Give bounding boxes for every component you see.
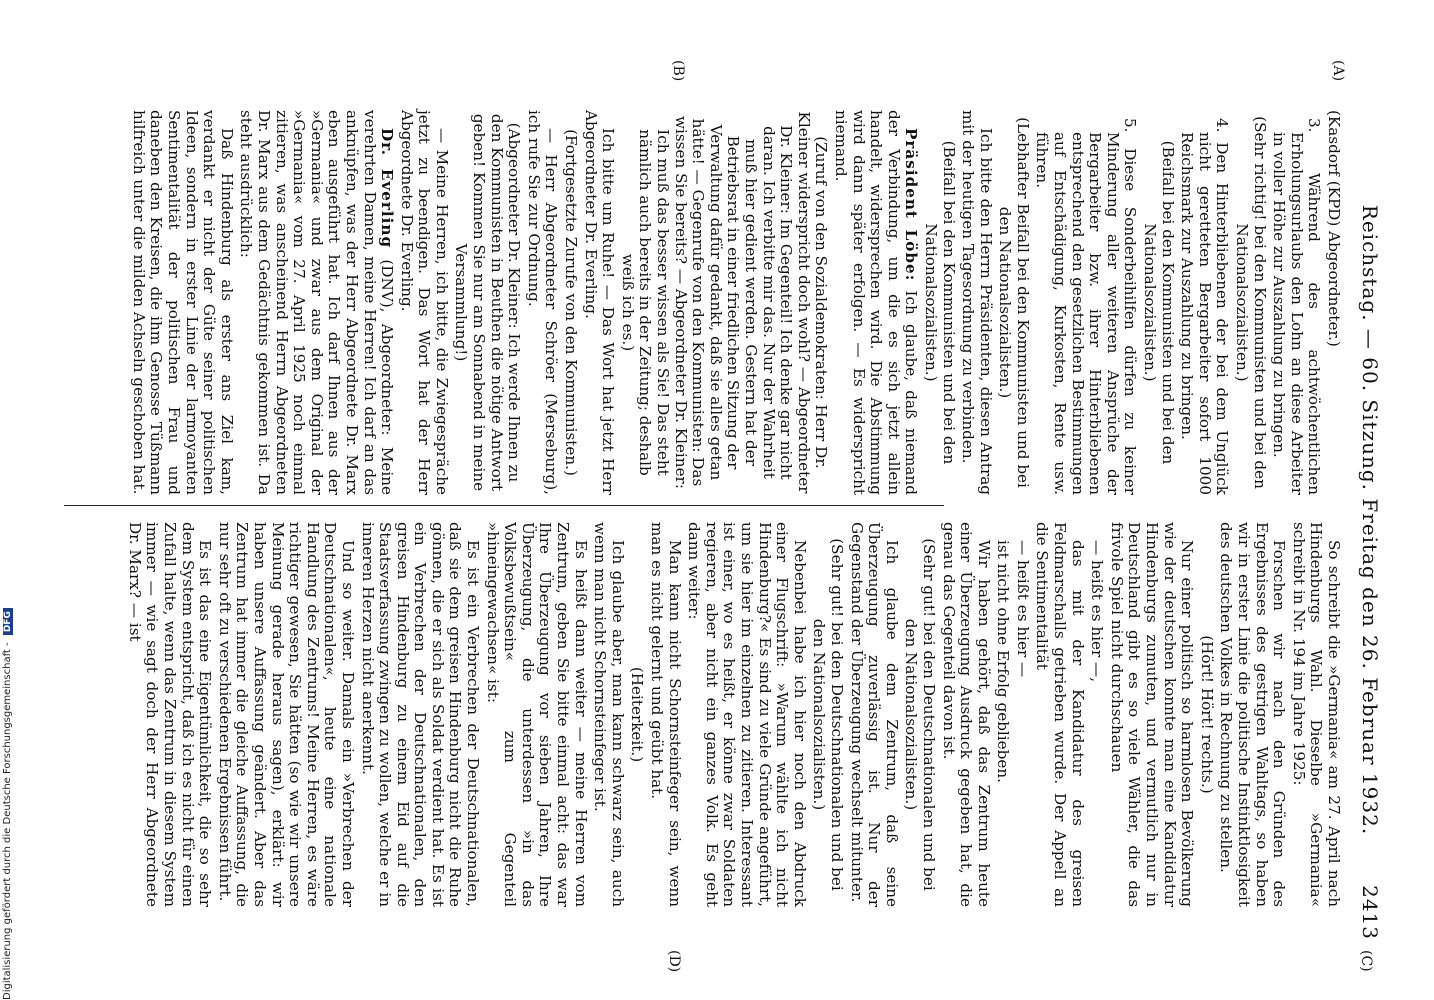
paragraph-text: Ich glaube dem Zentrum, daß seine Überzeugung zuverlässig ist. Nur der Gegenstand der Überzeugung wechselt mitunter. bbox=[847, 522, 901, 907]
paragraph bbox=[561, 110, 579, 495]
paragraph-text: (Beifall bei den Kommunisten und bei den Nationalsozialisten.) bbox=[1141, 140, 1177, 465]
paragraph bbox=[1140, 110, 1175, 495]
paragraph-text: 5. Diese Sonderbeihilfen dürfen zu keiner Minderung aller weiteren Ansprüche der Bergarbeiter bzw. ihrer Hinterbliebenen entsprechend den gesetzlichen Bestimmungen auf Entschädigung, Kurkosten, Rente usw. führen. bbox=[1033, 118, 1140, 495]
paragraph-text: Ich bitte den Herrn Präsidenten, diesen Antrag mit der heutigen Tagesordnung zu verbinden. bbox=[959, 110, 995, 495]
paragraph bbox=[1178, 110, 1231, 495]
margin-mark-b: (B) bbox=[670, 60, 686, 82]
paragraph bbox=[358, 522, 481, 907]
paragraph-text: Ich bitte um Ruhe! — Das Wort hat jetzt Herr Abgeordneter Dr. Everling. bbox=[581, 110, 618, 495]
margin-mark-d: (D) bbox=[666, 950, 682, 973]
paragraph-text: Es ist ein Verbrechen der Deutschnationalen, daß sie dem greisen Hindenburg nicht die Ruhe gönnen, die er sich als Soldat verdient hat. Es ist ein Verbrechen der Deutschnationalen, den greisen Hindenburg zu einem Eid auf die Staatsverfassung zwingen zu wollen, welche er in inneren Herzen nicht anerkennt. bbox=[358, 522, 483, 907]
paragraph-text: — Herr Abgeordneter Schröer (Merseburg), ich rufe Sie zur Ordnung. bbox=[524, 110, 561, 495]
paragraph-text: 4. Den Hinterbliebenen der bei dem Unglück nicht geretteten Bergarbeiter sofort 1000 Reichsmark zur Auszahlung zu bringen. bbox=[1178, 118, 1232, 495]
page-number: 2413 bbox=[1358, 885, 1382, 940]
paragraph-text: — heißt es hier —, bbox=[1088, 540, 1107, 683]
paragraph bbox=[902, 522, 937, 907]
paragraph-text: Ich glaube aber, man kann schwarz sein, auch wenn man nicht Schornsteinfeger ist. bbox=[591, 522, 627, 907]
dfg-logo: DFG bbox=[3, 608, 13, 635]
paragraph-text: Ich glaube, daß niemand der Verbindung, um die es sich jetzt allein handelt, widersprechen wird. Die Abstimmung wird dann später erfolgen. — Es widerspricht niemand. bbox=[831, 110, 921, 495]
header-title: Reichstag. — 60. Sitzung. Freitag den 26. Februar 1932. bbox=[1358, 204, 1382, 836]
paragraph bbox=[581, 110, 616, 495]
paragraph-text: Nur einer politisch so harmlosen Bevölkerung wie der deutschen konnte man eine Kandidatur Hindenburgs zumuten, und vermutlich nur in Deutschland gibt es so viele Wähler, die das frivole Spiel nicht durchschauen bbox=[1107, 522, 1197, 907]
paragraph bbox=[1197, 522, 1215, 907]
paragraph-text: (Fortgesetzte Zurufe von den Kommunisten.) bbox=[562, 129, 581, 476]
paragraph-text: (Beifall bei den Kommunisten und bei den Nationalsozialisten.) bbox=[921, 140, 958, 465]
paragraph-text: (Kasdorf (KPD) Abgeordneter.) bbox=[1325, 110, 1343, 347]
margin-mark-a: (A) bbox=[1330, 60, 1346, 82]
paragraph bbox=[452, 110, 522, 495]
paragraph-text: Man kann nicht Schornsteinfeger sein, wenn man es nicht gelernt und geübt hat. bbox=[648, 522, 684, 907]
margin-mark-c: (C) bbox=[1358, 950, 1374, 972]
paragraph-text: (Sehr gut! bei den Deutschnationalen und bei den Nationalsozialisten.) bbox=[810, 538, 846, 891]
paragraph bbox=[1232, 110, 1267, 495]
paragraph-text: Forschen wir nach den Gründen des Ergebnisses des gestrigen Wahltags, so haben wir in erster Linie die politische Instinktlosigkeit des deutschen Volkes in Rechnung zu stellen. bbox=[1217, 522, 1289, 907]
paragraph bbox=[129, 110, 235, 495]
paragraph bbox=[397, 110, 450, 495]
paragraph bbox=[1107, 522, 1195, 907]
paragraph bbox=[524, 110, 559, 495]
speaker-name: Präsident Löbe: bbox=[902, 128, 921, 282]
paragraph-text: Nebenbei habe ich hier noch den Abdruck einer Flugschrift: »Warum wählte ich nicht Hindenburg?« Es sind zu viele Gründe angeführt, um sie hier im einzelnen zu zitieren. Interessant ist einer, wo es heißt, er könne zwar Soldaten regieren, aber nicht ein ganzes Volk. Es geht dann weiter: bbox=[685, 522, 809, 907]
paragraph-text: (Zuruf von den Sozialdemokraten: Herr Dr. Kleiner widerspricht doch wohl? — Abgeordneter Dr. Kleiner: Im Gegenteil! Ich denke gar nicht daran. Ich verbitte mir das. Nur der Wahrheit muß hier gedient werden. Gestern hat der Betriebsrat in einer friedlichen Sitzung der Verwaltung dafür gedankt, daß sie alles getan hätte! — Gegenrufe von den Kommunisten: Das wissen Sie bereits? — Abgeordneter Dr. Kleiner: Ich muß das besser wissen als Sie! Das steht nämlich auch bereits in der Zeitung; deshalb weiß ich es.) bbox=[618, 111, 831, 494]
paragraph bbox=[1324, 110, 1342, 495]
paragraph bbox=[483, 522, 589, 907]
paragraph-text: (Sehr gut! bei den Deutschnationalen und bei den Nationalsozialisten.) bbox=[902, 538, 938, 891]
digitization-credit bbox=[2, 590, 16, 1000]
paragraph bbox=[628, 522, 646, 907]
paragraph bbox=[831, 110, 919, 495]
paragraph bbox=[1270, 110, 1323, 495]
paragraph bbox=[1013, 522, 1031, 907]
paragraph-text: Und so weiter. Damals ein »Verbrechen der Deutschnationalen«, heute eine nationale Handlung des Zentrums! Meine Herren, es wäre richtiger gewesen, Sie hätten (so wie wir unsere Meinung gerade heraus sagen), erklärt: wir haben unsere Auffassung geändert. Aber das Zentrum hat immer die gleiche Auffassung, die nur sehr oft zu verschiedenen Ergebnissen führt. bbox=[215, 522, 357, 907]
column-divider bbox=[64, 505, 944, 506]
paragraph bbox=[921, 110, 956, 495]
paragraph bbox=[1289, 522, 1342, 907]
paragraph-text: — Meine Herren, ich bitte, die Zwiegespräche jetzt zu beendigen. Das Wort hat der Herr Abgeordnete Dr. Everling. bbox=[397, 110, 451, 495]
paragraph bbox=[994, 522, 1012, 907]
paragraph bbox=[647, 522, 682, 907]
paragraph bbox=[1217, 522, 1287, 907]
paragraph bbox=[847, 522, 900, 907]
page-header bbox=[1352, 100, 1382, 940]
paragraph bbox=[959, 110, 994, 495]
paragraph-text: (Abgeordneter Dr. Kleiner: Ich werde Ihnen zu den Kommunisten in Beuthen die nötige Antwort geben! Kommen Sie nur am Sonnabend in meine Versammlung!) bbox=[452, 113, 524, 492]
paragraph bbox=[996, 110, 1031, 495]
paragraph bbox=[810, 522, 845, 907]
paragraph-text: (DNV), Abgeordneter: Meine verehrten Damen, meine Herren! Ich darf an das anknüpfen, was der Herr Abgeordnete Dr. Marx eben ausgeführt hat. Ich darf Ihnen aus der »Germania« und zwar aus dem Original der »Germania« vom 27. April 1925 noch einmal zitieren, was anscheinend Herrn Abgeordneten Dr. Marx aus dem Gedächtnis gekommen ist. Da steht ausdrücklich: bbox=[237, 110, 397, 495]
paragraph-text: (Sehr richtig! bei den Kommunisten und bei den Nationalsozialisten.) bbox=[1233, 116, 1269, 489]
paragraph bbox=[1033, 522, 1086, 907]
paragraph-text: (Heiterkeit.) bbox=[628, 666, 647, 763]
paragraph bbox=[939, 522, 992, 907]
paragraph-text: Daß Hindenburg als erster ans Ziel kam, verdankt er nicht der Güte seiner politischen Ideen, sondern in erster Linie der larmoyanten Sentimentalität der politischen Frau und daneben den Kreisen, die ihm Genosse Tüßmann hilfreich unter die milden Achseln geschoben hat. bbox=[129, 110, 236, 495]
paragraph bbox=[618, 110, 829, 495]
left-text-column bbox=[127, 110, 1342, 495]
paragraph-text: das mit der Kandidatur des greisen Feldmarschalls getrieben wurde. Der Appell an die Sentimentalität bbox=[1033, 522, 1087, 907]
paragraph-text: ist nicht ohne Erfolg geblieben. bbox=[994, 540, 1013, 783]
paragraph bbox=[237, 110, 395, 495]
paragraph-text: Wir haben gehört, daß das Zentrum heute einer Überzeugung Ausdruck gegeben hat, die genau das Gegenteil davon ist. bbox=[939, 522, 993, 907]
paragraph bbox=[685, 522, 808, 907]
paragraph bbox=[1033, 110, 1139, 495]
paragraph-text: (Hört! Hört! rechts.) bbox=[1197, 635, 1216, 794]
paragraph bbox=[125, 522, 213, 907]
paragraph-text: 3. Während des achtwöchentlichen Erholungsurlaubs den Lohn an diese Arbeiter in voller Höhe zur Auszahlung zu bringen. bbox=[1270, 118, 1324, 495]
paragraph-text: (Lebhafter Beifall bei den Kommunisten und bei den Nationalsozialisten.) bbox=[996, 117, 1032, 488]
paragraph-text: Es heißt dann weiter — meine Herren vom Zentrum, geben Sie bitte einmal acht: das war Ihre Überzeugung vor sieben Jahren, Ihre Überzeugung, die unterdessen »in das Volksbewußtsein« zum Gegenteil »hineingewachsen« ist: bbox=[483, 522, 590, 907]
paragraph-text: So schreibt die »Germania« am 27. April nach Hindenburgs Wahl. Dieselbe »Germania« schreibt in Nr. 194 im Jahre 1925: bbox=[1289, 522, 1343, 907]
paragraph bbox=[591, 522, 626, 907]
paragraph-text: — heißt es hier — bbox=[1013, 540, 1032, 678]
right-text-column bbox=[123, 522, 1342, 907]
paragraph-text: Es ist das eine Eigentümlichkeit, die so sehr dem System entspricht, daß ich es nicht für einen Zufall halte, wenn das Zentrum in diesem System immer — wie sagt doch der Herr Abgeordnete Dr. Marx? — ist bbox=[125, 522, 215, 907]
paragraph bbox=[1088, 522, 1106, 907]
paragraph bbox=[215, 522, 356, 907]
credit-text: Digitalisierung gefördert durch die Deutsche Forschungsgemeinschaft - bbox=[2, 642, 13, 1000]
speaker-name: Dr. Everling bbox=[378, 128, 397, 249]
